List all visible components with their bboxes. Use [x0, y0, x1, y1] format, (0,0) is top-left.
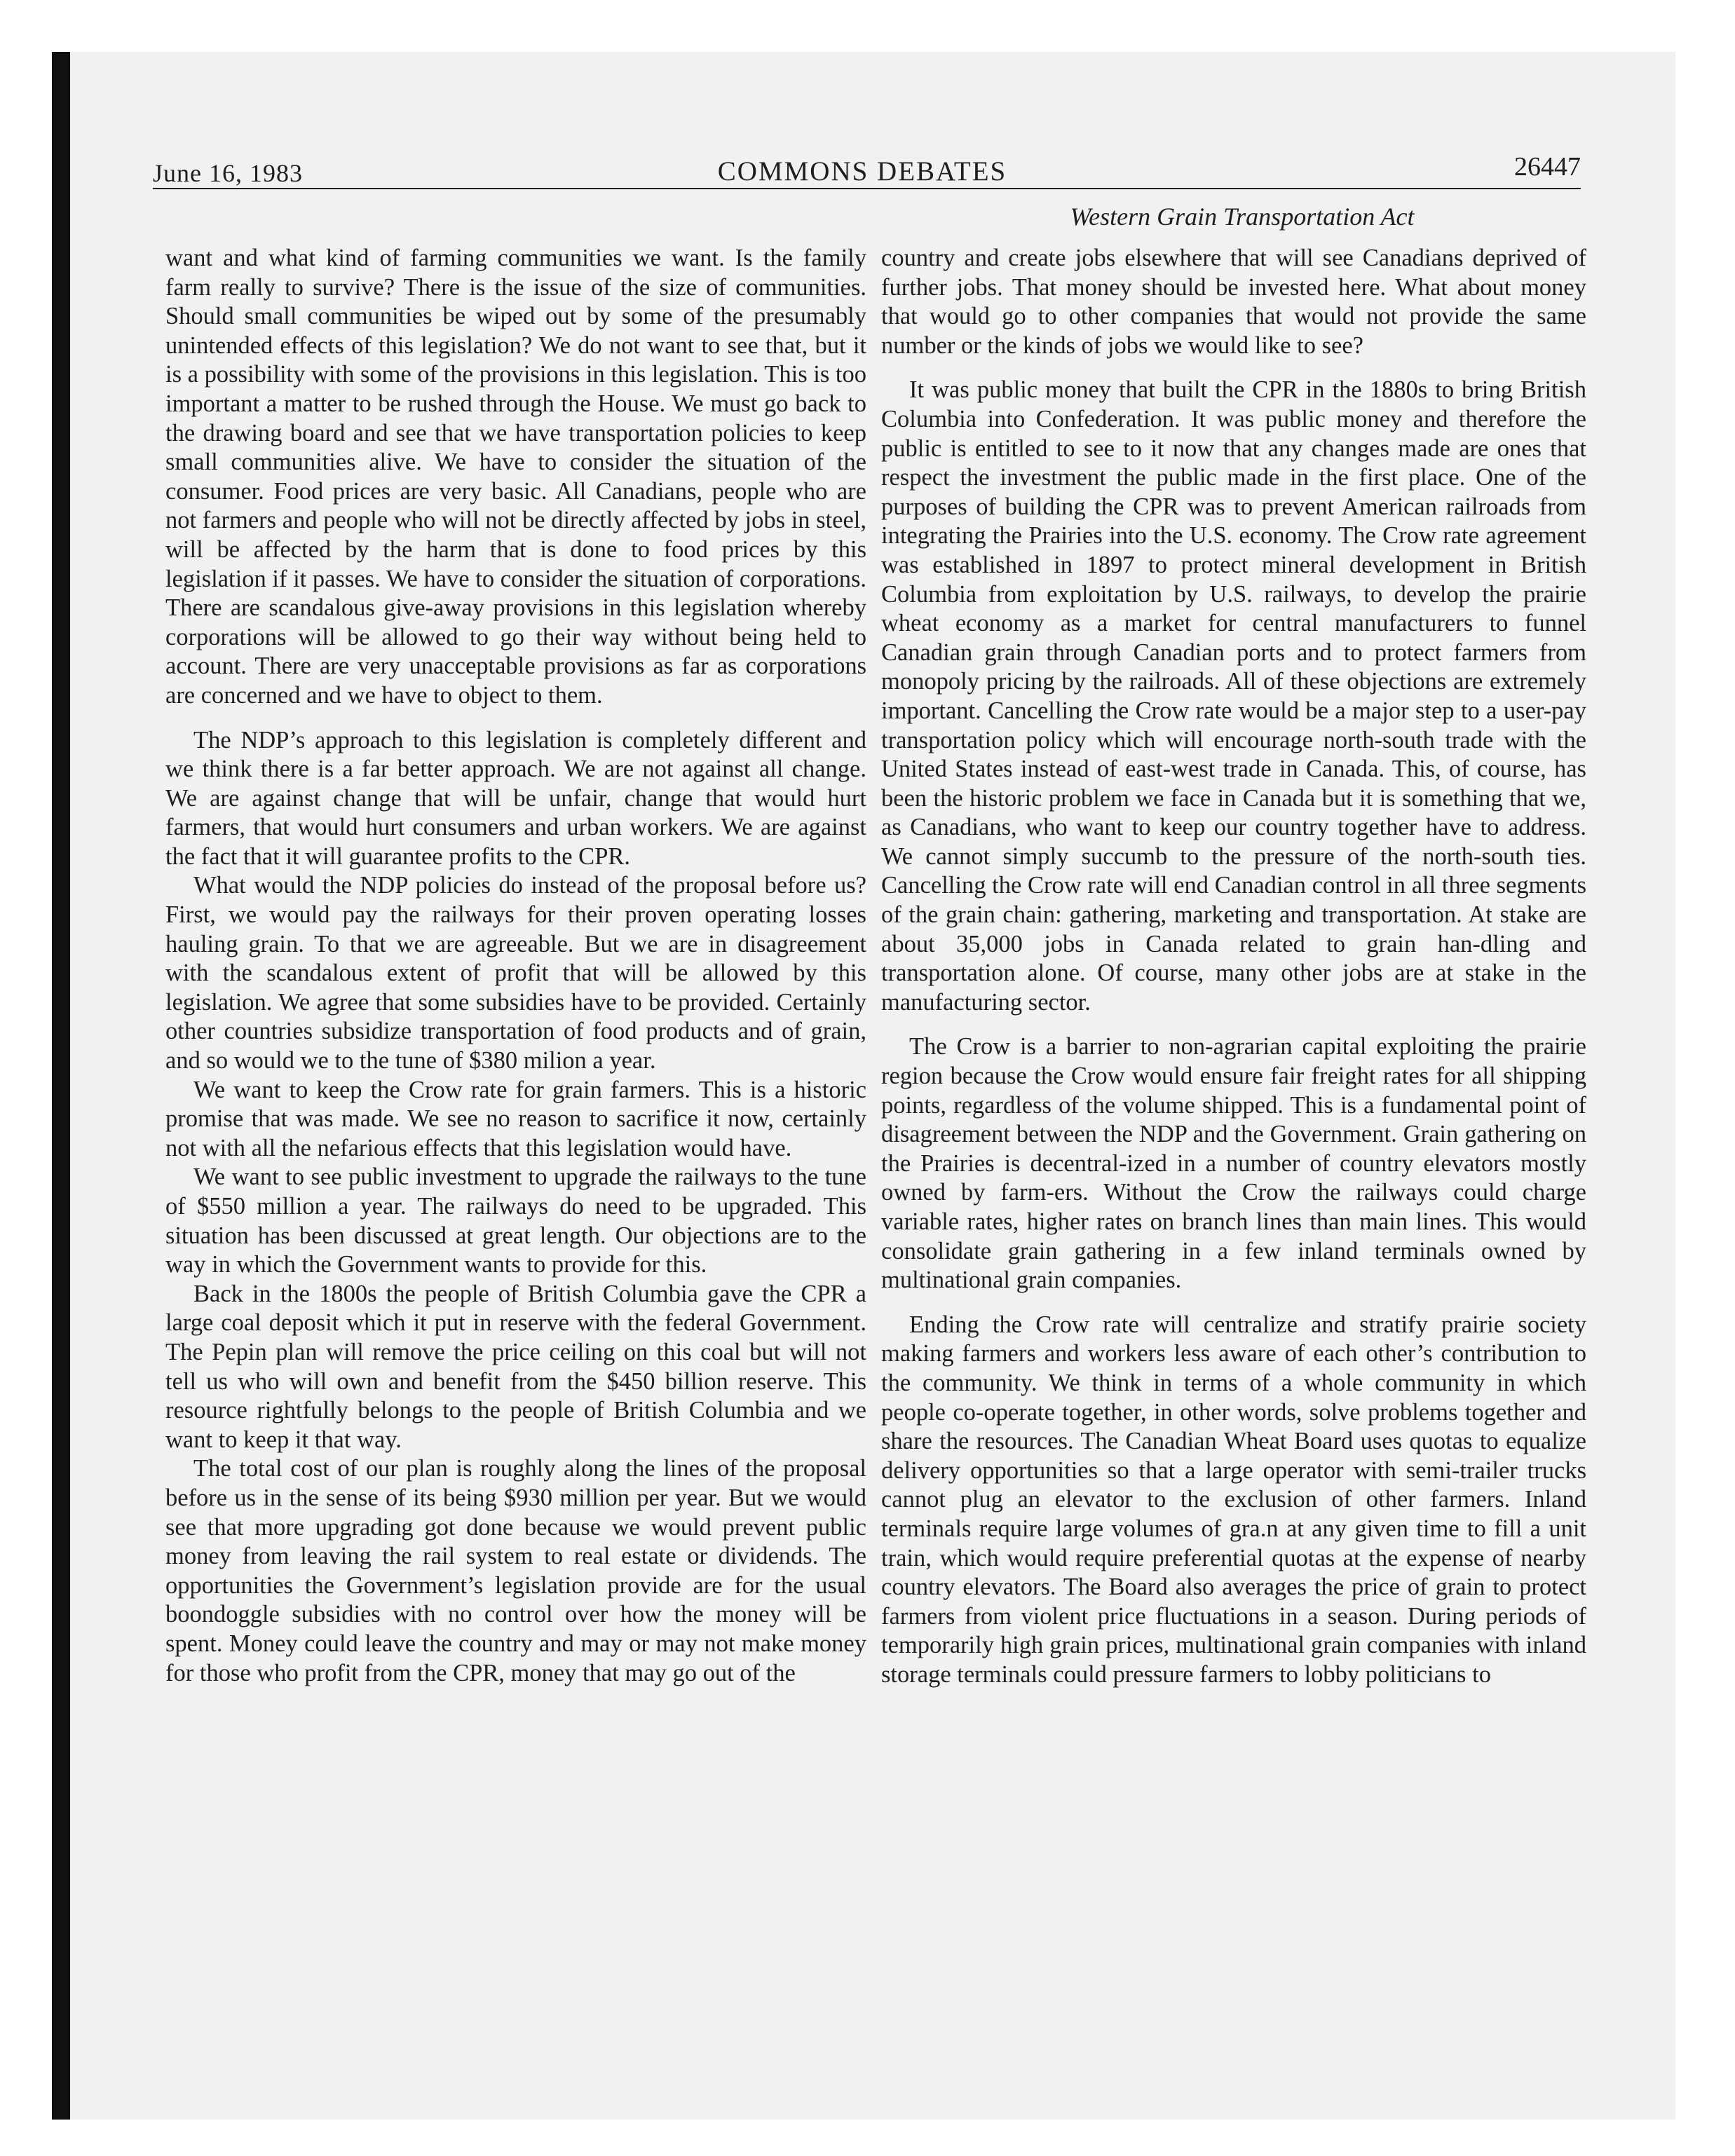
paragraph: country and create jobs elsewhere that will see Canadians deprived of further jobs. That money should be invested here. What about money that would go to other companies that would not provide the same number or the kinds of jobs we would like to see?: [881, 245, 1586, 359]
header-date: June 16, 1983: [153, 159, 303, 187]
paragraph: It was public money that built the CPR in the 1880s to bring British Columbia into Confederation. It was public money and therefore the public is entitled to see to it now that any changes made are ones that respect the investment the public made in the first place. One of the purposes of building the CPR was to prevent American railroads from integrating the Prairies into the U.S. economy. The Crow rate agreement was established in 1897 to protect mineral development in British Columbia from exploitation by U.S. railways, to develop the prairie wheat economy as a market for central manufacturers to funnel Canadian grain through Canadian ports and to protect farmers from monopoly pricing by the railroads. All of these objections are extremely important. Cancelling the Crow rate would be a major step to a user-pay transportation policy which will encourage north-south trade with the United States instead of east-west trade in Canada. This, of course, has been the historic problem we face in Canada but it is something that we, as Canadians, who want to keep our country together have to address. We cannot simply succumb to the pressure of the north-south ties. Cancelling the Crow rate will end Canadian control in all three segments of the grain chain: gathering, marketing and transportation. At stake are about 35,000 jobs in Canada related to grain han-dling and transportation alone. Of course, many other jobs are at stake in the manufacturing sector.: [881, 376, 1586, 1016]
left-column: [165, 244, 866, 1688]
paragraph: The total cost of our plan is roughly along the lines of the proposal before us in the sense of its being $930 million per year. But we would see that more upgrading got done because we would prevent public money from leaving the rail system to real estate or dividends. The opportunities the Government’s legislation provide are for the usual boondoggle subsidies with no control over how the money will be spent. Money could leave the country and may or may not make money for those who profit from the CPR, money that may go out of the: [165, 1455, 866, 1686]
paragraph: The Crow is a barrier to non-agrarian capital exploiting the prairie region because the Crow would ensure fair freight rates for all shipping points, regardless of the volume shipped. This is a fundamental point of disagreement between the NDP and the Government. Grain gathering on the Prairies is decentral-ized in a number of country elevators mostly owned by farm-ers. Without the Crow the railways could charge variable rates, higher rates on branch lines than main lines. This would consolidate grain gathering in a few inland terminals owned by multinational grain companies.: [881, 1033, 1586, 1294]
right-column: [881, 244, 1586, 1690]
header-page-number: 26447: [1514, 152, 1581, 182]
paragraph: The NDP’s approach to this legislation is completely different and we think there is a far better approach. We are not against all change. We are against change that will be unfair, change that would hurt farmers, that would hurt consumers and urban workers. We are against the fact that it will guarantee profits to the CPR.: [165, 726, 866, 870]
section-subhead: Western Grain Transportation Act: [1070, 203, 1415, 231]
paragraph: What would the NDP policies do instead of the proposal before us? First, we would pay the railways for their proven operating losses hauling grain. To that we are agreeable. But we are in disagreement with the scandalous extent of profit that will be allowed by this legislation. We agree that some subsidies have to be provided. Certainly other countries subsidize transportation of food products and of grain, and so would we to the tune of $380 milion a year.: [165, 872, 866, 1074]
paragraph: Ending the Crow rate will centralize and stratify prairie society making farmers and workers less aware of each other’s contribution to the community. We think in terms of a whole community in which people co-operate together, in other words, solve problems together and share the resources. The Canadian Wheat Board uses quotas to equalize delivery opportunities so that a large operator with semi-trailer trucks cannot plug an elevator to the exclusion of other farmers. Inland terminals require large volumes of gra.n at any given time to fill a unit train, which would require preferential quotas at the expense of nearby country elevators. The Board also averages the price of grain to protect farmers from violent price fluctuations in a season. During periods of temporarily high grain prices, multinational grain companies with inland storage terminals could pressure farmers to lobby politicians to: [881, 1311, 1586, 1688]
header-rule: [153, 188, 1581, 189]
paragraph: We want to keep the Crow rate for grain farmers. This is a historic promise that was made. We see no reason to sacrifice it now, certainly not with all the nefarious effects that this legislation would have.: [165, 1076, 866, 1161]
paragraph: Back in the 1800s the people of British Columbia gave the CPR a large coal deposit which it put in reserve with the federal Government. The Pepin plan will remove the price ceiling on this coal but will not tell us who will own and benefit from the $450 billion reserve. This resource rightfully belongs to the people of British Columbia and we want to keep it that way.: [165, 1280, 866, 1453]
paragraph: We want to see public investment to upgrade the railways to the tune of $550 million a year. The railways do need to be upgraded. This situation has been discussed at great length. Our objections are to the way in which the Government wants to provide for this.: [165, 1164, 866, 1278]
paragraph: want and what kind of farming communities we want. Is the family farm really to survive? There is the issue of the size of communities. Should small communities be wiped out by some of the presumably unintended effects of this legislation? We do not want to see that, but it is a possibility with some of the provisions in this legislation. This is too important a matter to be rushed through the House. We must go back to the drawing board and see that we have transportation policies to keep small communities alive. We have to consider the situation of the consumer. Food prices are very basic. All Canadians, people who are not farmers and people who will not be directly affected by jobs in steel, will be affected by the harm that is done to food prices by this legislation if it passes. We have to consider the situation of corporations. There are scandalous give-away provisions in this legislation whereby corporations will be allowed to go their way without being held to account. There are very unacceptable provisions as far as corporations are concerned and we have to object to them.: [165, 245, 866, 709]
header-title: COMMONS DEBATES: [717, 156, 1007, 186]
